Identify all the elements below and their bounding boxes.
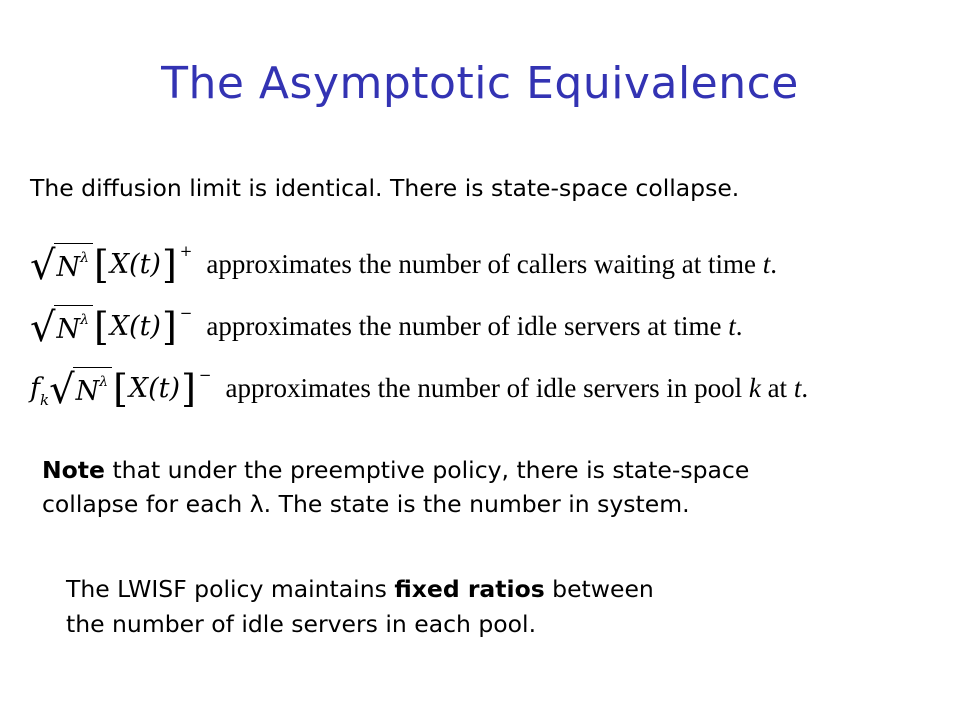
square-root (30, 243, 93, 289)
negative-part-sign: − (179, 303, 193, 322)
process-label: X(t) (128, 373, 181, 404)
intro-text: The diffusion limit is identical. There is state-space collapse. (30, 174, 740, 202)
left-bracket-icon: [ (94, 242, 109, 287)
formula-expression (30, 365, 212, 413)
formula-idle-servers (30, 303, 743, 351)
positive-part-sign: + (179, 241, 193, 260)
radical-sign-icon: √ (30, 243, 56, 289)
square-root (49, 367, 112, 413)
square-root (30, 305, 93, 351)
fixed-ratios-emphasis: fixed ratios (394, 575, 545, 603)
negative-part-sign: − (198, 365, 212, 384)
slide-title: The Asymptotic Equivalence (161, 58, 799, 109)
radical-sign-icon: √ (49, 367, 75, 413)
process-label: X(t) (109, 311, 161, 342)
note-label: Note (42, 456, 105, 484)
formula-description: approximates the number of idle servers at time t. (206, 311, 743, 341)
formula-idle-servers-pool (30, 365, 809, 413)
formula-callers-waiting (30, 241, 777, 289)
formula-description: approximates the number of idle servers in pool k at t. (225, 373, 809, 403)
left-bracket-icon: [ (94, 304, 109, 349)
left-bracket-icon: [ (113, 366, 128, 411)
radicand: $N^\lambda$ (54, 243, 94, 286)
radicand: $N^\lambda$ (54, 305, 94, 348)
right-bracket-icon: ] (181, 366, 196, 411)
note-line-2: collapse for each λ. The state is the number in system. (42, 490, 690, 518)
lwisf-line-2: the number of idle servers in each pool. (66, 610, 537, 638)
radicand: $N^\lambda$ (73, 367, 113, 410)
formula-expression (30, 241, 193, 289)
radical-sign-icon: √ (30, 305, 56, 351)
lwisf-line-1: The LWISF policy maintains fixed ratios between (66, 575, 654, 603)
right-bracket-icon: ] (161, 304, 177, 349)
formula-expression (30, 303, 193, 351)
note-line-1: Note that under the preemptive policy, there is state-space (42, 456, 750, 484)
formula-description: approximates the number of callers waiting at time t. (206, 249, 777, 279)
process-label: X(t) (109, 249, 161, 280)
right-bracket-icon: ] (161, 242, 177, 287)
fraction-prefix: $f_k$ (30, 373, 50, 409)
